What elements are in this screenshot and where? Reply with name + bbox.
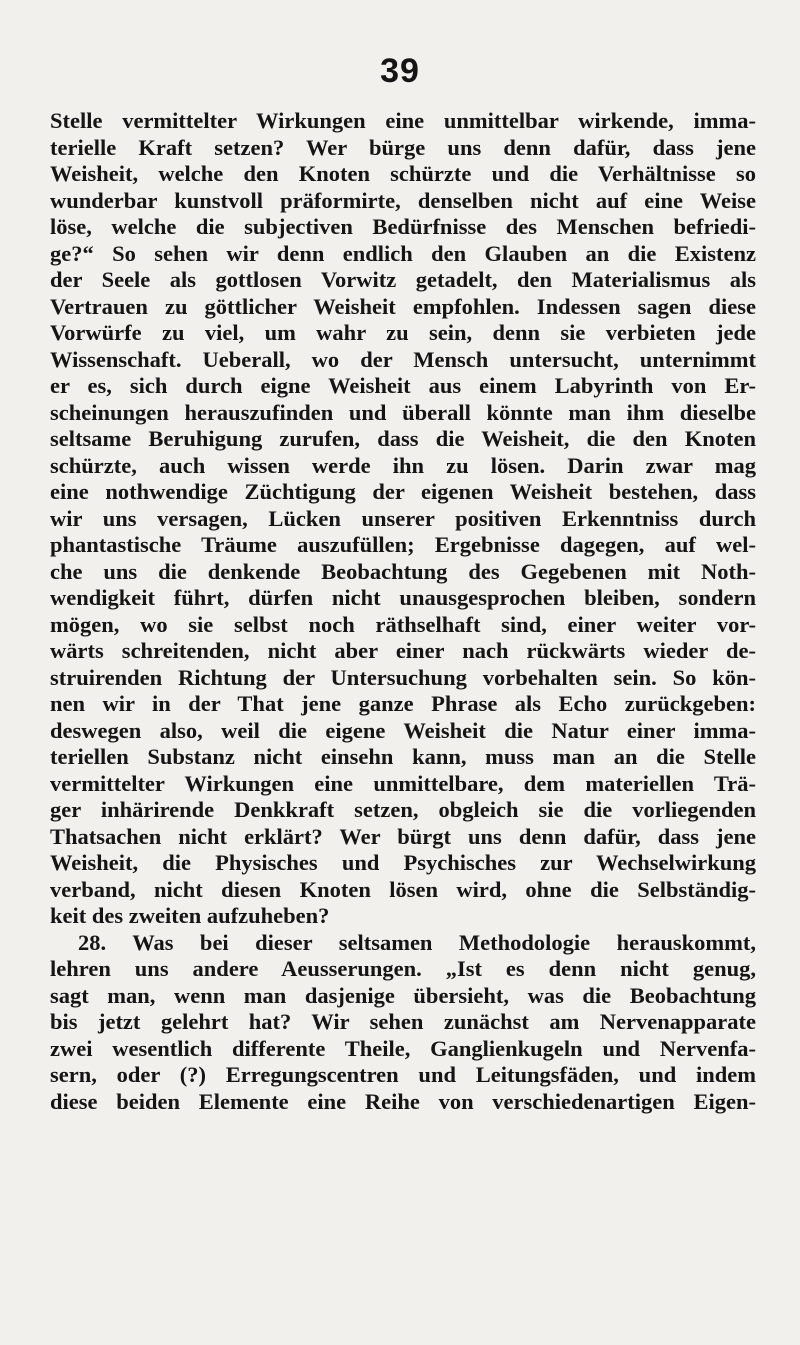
text-line: che uns die denkende Beobachtung des Gegebenen mit Noth- [50,558,756,584]
text-line: seltsame Beruhigung zurufen, dass die Weisheit, die den Knoten [50,426,756,451]
text-line: er es, sich durch eigne Weisheit aus einem Labyrinth von Er- [50,373,756,398]
text-line: Thatsachen nicht erklärt? Wer bürgt uns denn dafür, dass jene [50,823,756,849]
text-line: Vorwürfe zu viel, um wahr zu sein, denn sie verbieten jede [50,320,756,345]
text-line: wunderbar kunstvoll präformirte, denselben nicht auf eine Weise [50,187,756,213]
text-line: Stelle vermittelter Wirkungen eine unmittelbar wirkende, imma- [50,108,756,133]
text-line: sern, oder (?) Erregungscentren und Leitungsfäden, und indem [50,1062,756,1087]
text-line: verband, nicht diesen Knoten lösen wird, ohne die Selbständig- [50,876,756,902]
text-line: teriellen Substanz nicht einsehn kann, muss man an die Stelle [50,744,756,769]
text-line: wärts schreitenden, nicht aber einer nach rückwärts wieder de- [50,638,756,663]
text-line: der Seele als gottlosen Vorwitz getadelt, den Materialismus als [50,267,756,292]
text-line: Weisheit, die Physisches und Psychisches zur Wechselwirkung [50,850,756,875]
text-line: terielle Kraft setzen? Wer bürge uns denn dafür, dass jene [50,134,756,160]
text-line: bis jetzt gelehrt hat? Wir sehen zunächst am Nervenapparate [50,1009,756,1034]
section-start-line: 28. Was bei dieser seltsamen Methodologie herauskommt, [78,929,756,955]
body-text [50,108,756,1115]
text-line: Wissenschaft. Ueberall, wo der Mensch untersucht, unternimmt [50,346,756,372]
text-line: nen wir in der That jene ganze Phrase als Echo zurückgeben: [50,691,756,716]
text-line: ge?“ So sehen wir denn endlich den Glauben an die Existenz [50,240,756,266]
text-line: lehren uns andere Aeusserungen. „Ist es denn nicht genug, [50,956,756,981]
text-line: wir uns versagen, Lücken unserer positiven Erkenntniss durch [50,505,756,531]
text-line: wendigkeit führt, dürfen nicht unausgesprochen bleiben, sondern [50,585,756,610]
text-line: diese beiden Elemente eine Reihe von verschiedenartigen Eigen- [50,1088,756,1114]
text-line: deswegen also, weil die eigene Weisheit die Natur einer imma- [50,717,756,743]
text-line: löse, welche die subjectiven Bedürfnisse des Menschen befriedi- [50,214,756,239]
page-number: 39 [380,52,420,90]
text-line: eine nothwendige Züchtigung der eigenen Weisheit bestehen, dass [50,479,756,504]
text-line: mögen, wo sie selbst noch räthselhaft sind, einer weiter vor- [50,611,756,637]
text-line: sagt man, wenn man dasjenige übersieht, was die Beobachtung [50,982,756,1008]
text-line: Vertrauen zu göttlicher Weisheit empfohlen. Indessen sagen diese [50,293,756,319]
text-line: zwei wesentlich differente Theile, Ganglienkugeln und Nervenfa- [50,1035,756,1061]
text-line: scheinungen herauszufinden und überall könnte man ihm dieselbe [50,399,756,425]
text-line: struirenden Richtung der Untersuchung vorbehalten sein. So kön- [50,664,756,690]
text-line: ger inhärirende Denkkraft setzen, obgleich sie die vorliegenden [50,797,756,822]
text-line: Weisheit, welche den Knoten schürzte und die Verhältnisse so [50,161,756,186]
text-line: vermittelter Wirkungen eine unmittelbare, dem materiellen Trä- [50,770,756,796]
text-line: keit des zweiten aufzuheben? [50,903,330,928]
text-line: phantastische Träume auszufüllen; Ergebnisse dagegen, auf wel- [50,532,756,557]
text-line: schürzte, auch wissen werde ihn zu lösen. Darin zwar mag [50,452,756,478]
